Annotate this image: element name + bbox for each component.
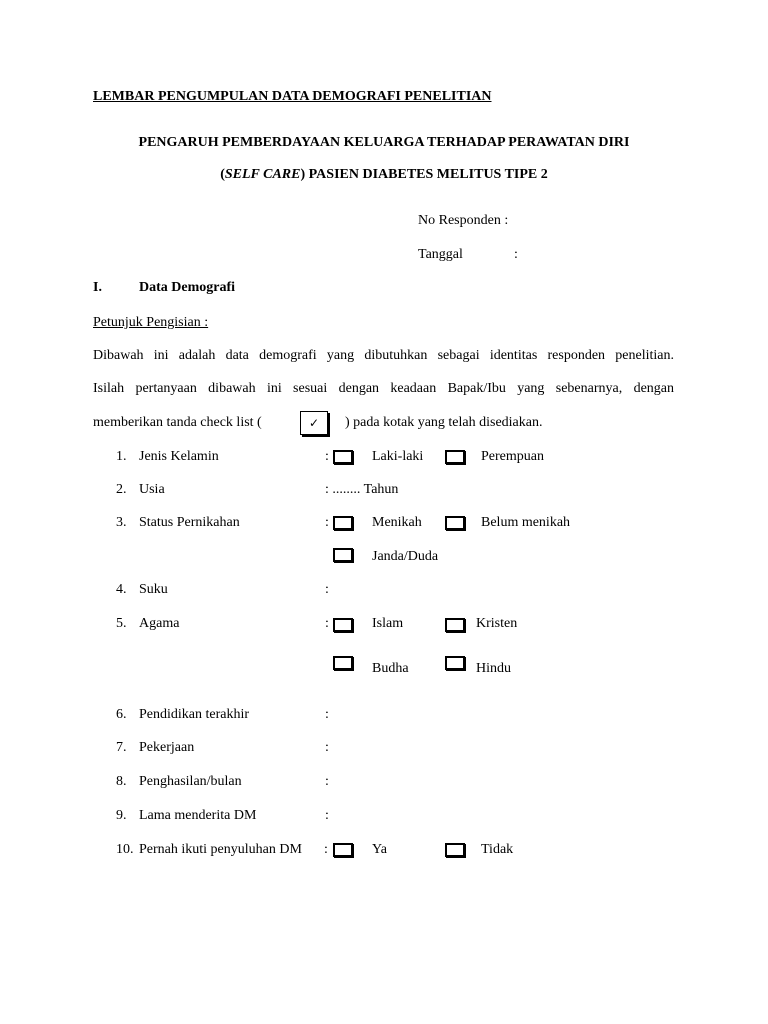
option-janda-duda: Janda/Duda bbox=[372, 549, 439, 564]
item-label-suku: Suku bbox=[139, 582, 168, 597]
option-perempuan: Perempuan bbox=[481, 449, 544, 464]
option-belum-menikah: Belum menikah bbox=[481, 515, 571, 530]
item-label-pendidikan: Pendidikan terakhir bbox=[139, 707, 250, 722]
instructions-line-3a: memberikan tanda check list ( bbox=[93, 415, 262, 430]
checkbox-hindu[interactable] bbox=[445, 656, 465, 670]
item-number: 5. bbox=[116, 616, 127, 631]
item-number: 2. bbox=[116, 482, 127, 497]
option-laki-laki: Laki-laki bbox=[372, 449, 424, 464]
item-label-agama: Agama bbox=[139, 616, 180, 631]
item-label-penghasilan: Penghasilan/bulan bbox=[139, 774, 242, 789]
item-number: 9. bbox=[116, 808, 127, 823]
item-number: 6. bbox=[116, 707, 127, 722]
document-heading: LEMBAR PENGUMPULAN DATA DEMOGRAFI PENELITIAN bbox=[93, 89, 492, 104]
item-number: 10. bbox=[116, 842, 134, 857]
item-colon: : bbox=[325, 616, 329, 631]
instructions-line-1: Dibawah ini adalah data demografi yang dibutuhkan sebagai identitas responden penelitian. bbox=[93, 348, 674, 363]
instructions-heading: Petunjuk Pengisian : bbox=[93, 315, 209, 330]
checkbox-budha[interactable] bbox=[333, 656, 353, 670]
pendidikan-field[interactable]: : bbox=[325, 707, 329, 722]
item-label-status-pernikahan: Status Pernikahan bbox=[139, 515, 240, 530]
checkbox-kristen[interactable] bbox=[445, 618, 465, 632]
option-tidak: Tidak bbox=[481, 842, 514, 857]
instructions-line-2: Isilah pertanyaan dibawah ini sesuai dengan keadaan Bapak/Ibu yang sebenarnya, dengan bbox=[93, 381, 674, 396]
item-label-jenis-kelamin: Jenis Kelamin bbox=[139, 449, 219, 464]
checkbox-janda-duda[interactable] bbox=[333, 548, 353, 562]
item-number: 8. bbox=[116, 774, 127, 789]
section-number: I. bbox=[93, 280, 102, 295]
item-label-pekerjaan: Pekerjaan bbox=[139, 740, 195, 755]
option-hindu: Hindu bbox=[476, 661, 511, 676]
pekerjaan-field[interactable]: : bbox=[325, 740, 329, 755]
title-line-2: (SELF CARE) PASIEN DIABETES MELITUS TIPE 2 bbox=[220, 167, 548, 182]
title-line-1: PENGARUH PEMBERDAYAAN KELUARGA TERHADAP PERAWATAN DIRI bbox=[138, 135, 630, 150]
option-menikah: Menikah bbox=[372, 515, 422, 530]
tanggal-colon: : bbox=[514, 247, 518, 262]
option-islam: Islam bbox=[372, 616, 404, 631]
item-number: 4. bbox=[116, 582, 127, 597]
option-kristen: Kristen bbox=[476, 616, 518, 631]
item-colon: : bbox=[325, 515, 329, 530]
item-colon: : bbox=[325, 449, 329, 464]
lama-menderita-field[interactable]: : bbox=[325, 808, 329, 823]
penghasilan-field[interactable]: : bbox=[325, 774, 329, 789]
option-ya: Ya bbox=[372, 842, 387, 857]
checkbox-ya[interactable] bbox=[333, 843, 353, 857]
checkbox-tidak[interactable] bbox=[445, 843, 465, 857]
option-budha: Budha bbox=[372, 661, 409, 676]
usia-value-field[interactable]: : ........ Tahun bbox=[325, 482, 399, 497]
tanggal-label: Tanggal bbox=[418, 247, 463, 262]
item-number: 3. bbox=[116, 515, 127, 530]
item-label-lama-menderita: Lama menderita DM bbox=[139, 808, 257, 823]
item-number: 1. bbox=[116, 449, 127, 464]
checkbox-belum-menikah[interactable] bbox=[445, 516, 465, 530]
item-colon: : bbox=[324, 842, 328, 857]
item-label-usia: Usia bbox=[139, 482, 165, 497]
checkmark-sample-icon: ✓ bbox=[300, 411, 328, 435]
no-responden-label: No Responden : bbox=[418, 213, 509, 228]
checkbox-laki-laki[interactable] bbox=[333, 450, 353, 464]
checkbox-islam[interactable] bbox=[333, 618, 353, 632]
item-number: 7. bbox=[116, 740, 127, 755]
checkbox-perempuan[interactable] bbox=[445, 450, 465, 464]
checkbox-menikah[interactable] bbox=[333, 516, 353, 530]
item-label-penyuluhan: Pernah ikuti penyuluhan DM bbox=[139, 842, 302, 857]
suku-field[interactable]: : bbox=[325, 582, 329, 597]
section-title: Data Demografi bbox=[139, 280, 236, 295]
instructions-line-3b: ) pada kotak yang telah disediakan. bbox=[345, 415, 543, 430]
